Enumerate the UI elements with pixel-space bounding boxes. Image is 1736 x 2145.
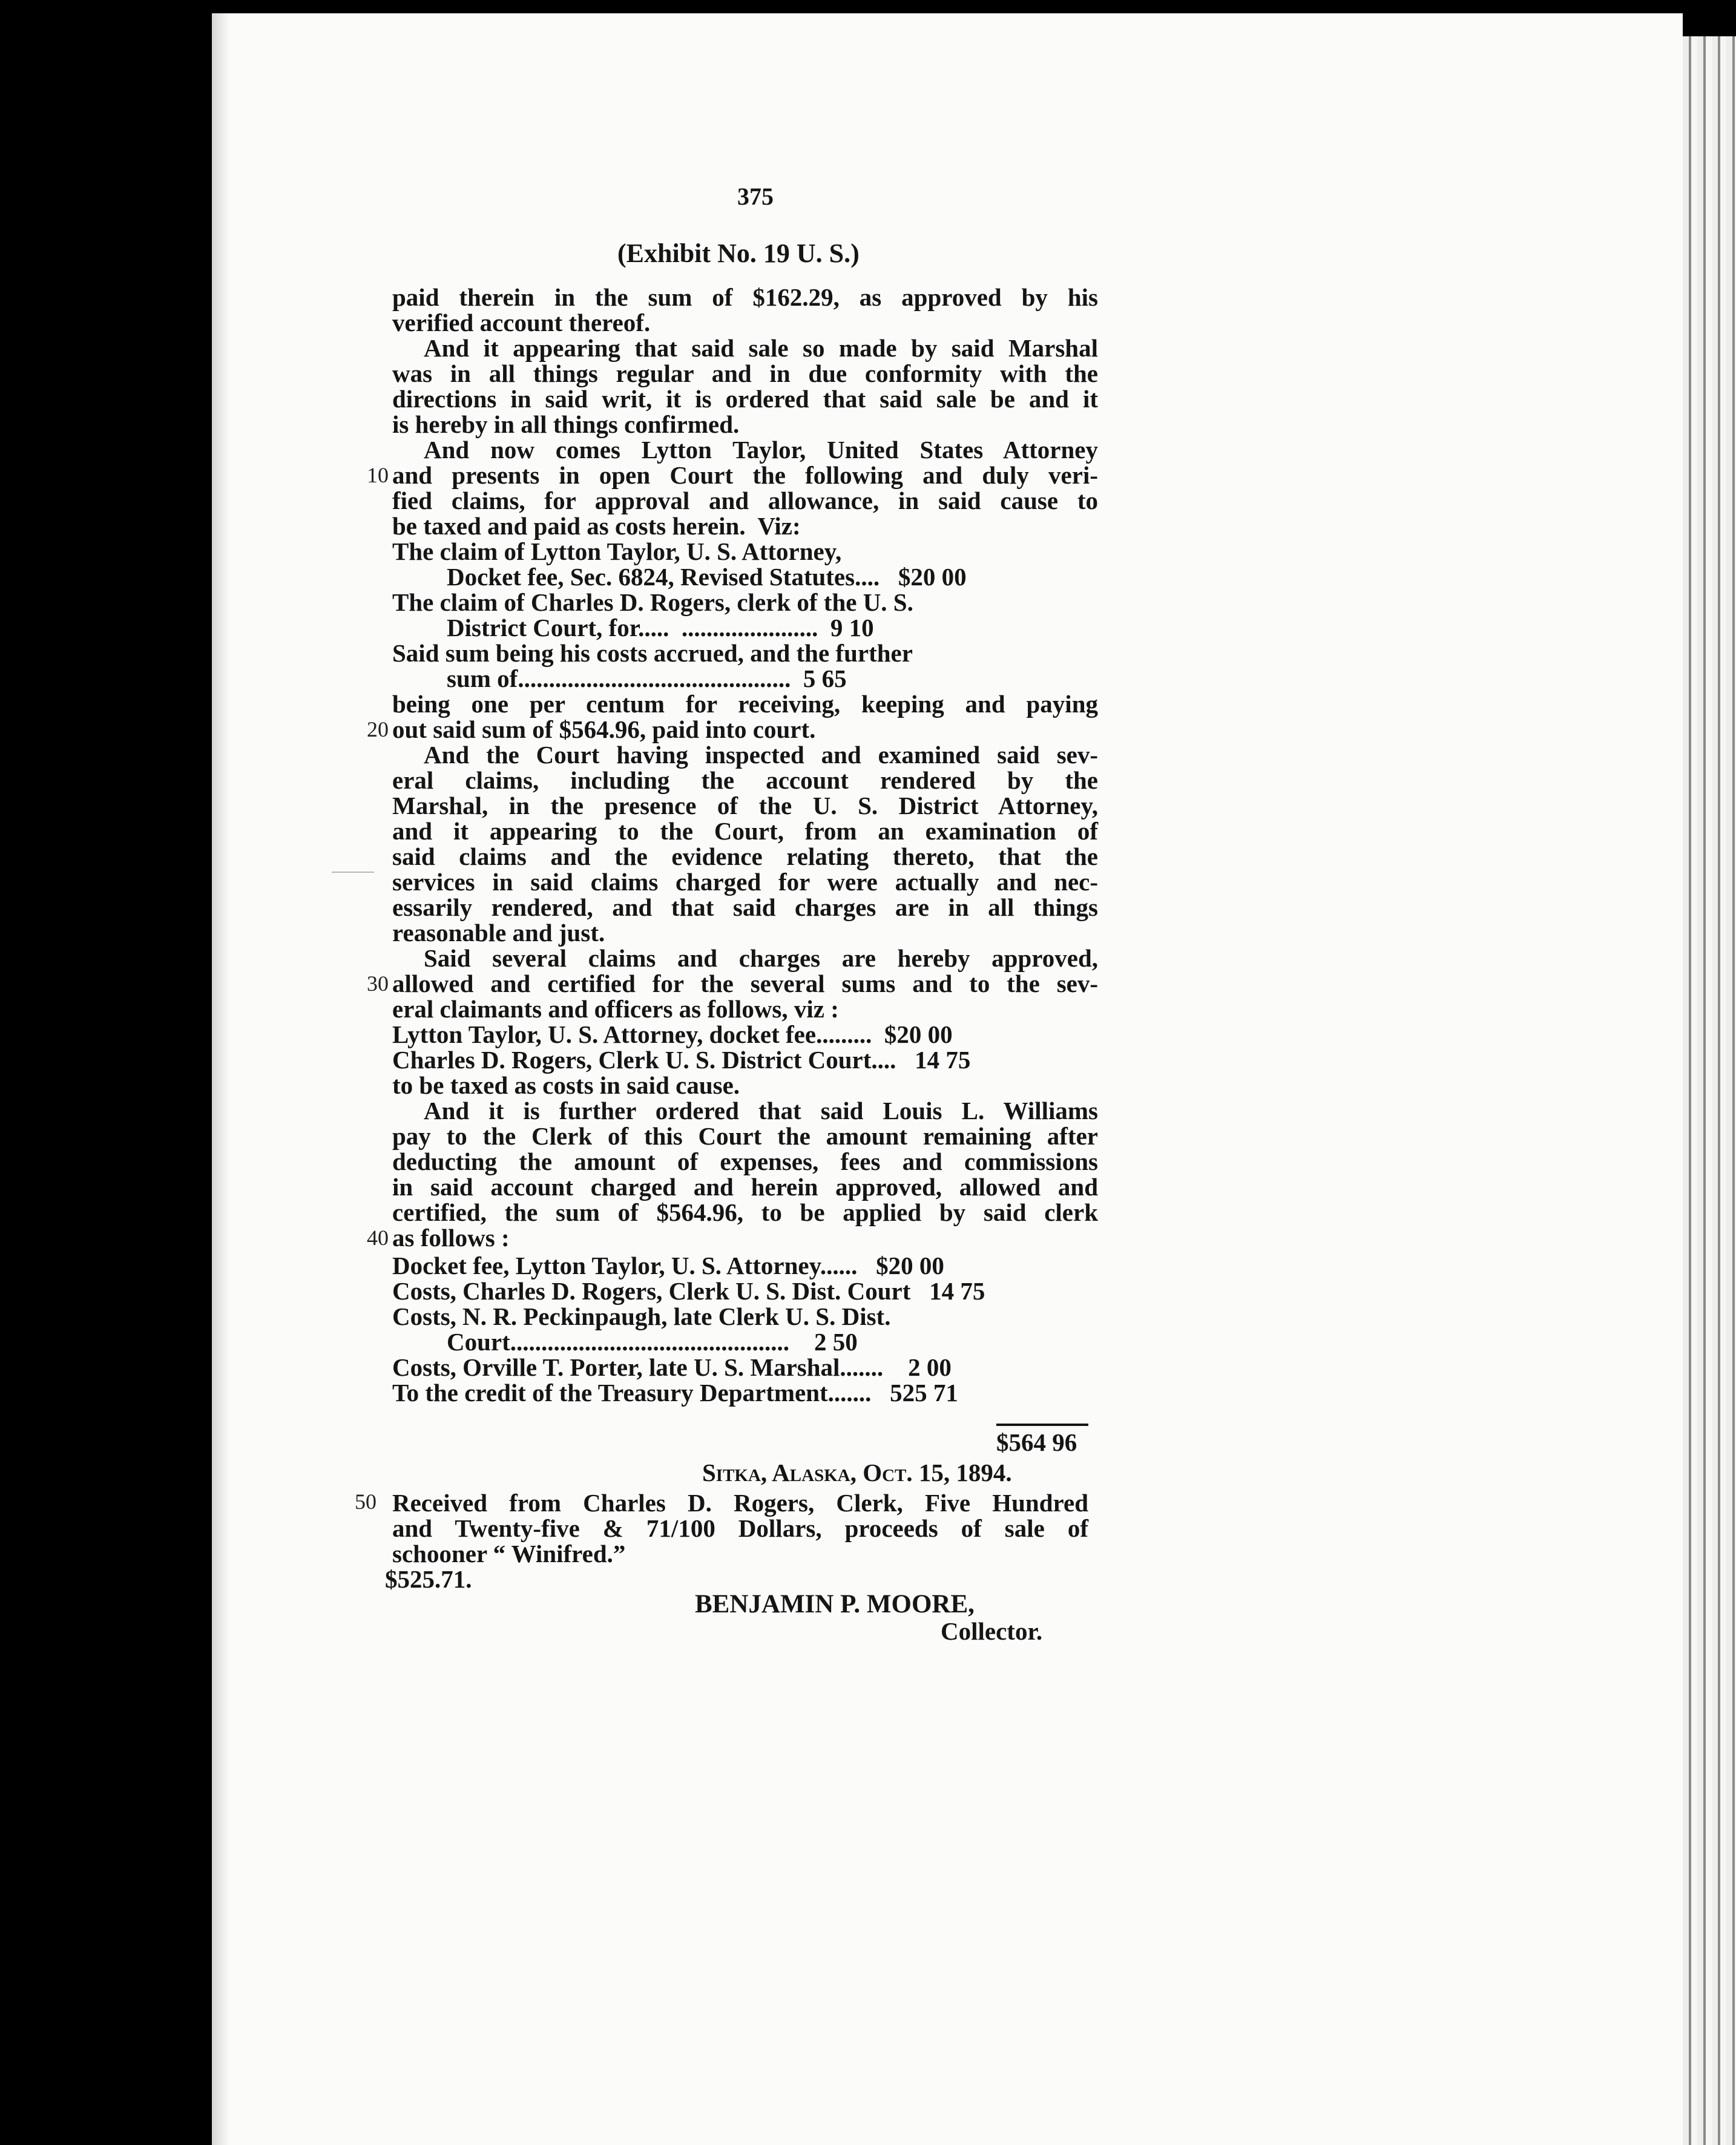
text-line: And it appearing that said sale so made by said Marshal bbox=[424, 334, 1098, 362]
text-line: as follows : bbox=[392, 1224, 510, 1252]
sitka-date-line: Sitka, Alaska, Oct. 15, 1894. bbox=[702, 1459, 1012, 1486]
receipt-line: Received from Charles D. Rogers, Clerk, Five Hundred bbox=[392, 1489, 1088, 1517]
line-number-10: 10 bbox=[367, 463, 389, 487]
text-line: The claim of Lytton Taylor, U. S. Attorney, bbox=[392, 537, 842, 565]
text-line: Marshal, in the presence of the U. S. District Attorney, bbox=[392, 792, 1098, 820]
text-line: directions in said writ, it is ordered that said sale be and it bbox=[392, 385, 1098, 413]
text-line: out said sum of $564.96, paid into court. bbox=[392, 715, 816, 743]
text-line: is hereby in all things confirmed. bbox=[392, 410, 740, 438]
text-line: in said account charged and herein approved, allowed and bbox=[392, 1173, 1098, 1201]
text-line: Costs, N. R. Peckinpaugh, late Clerk U. S. Dist. bbox=[392, 1302, 891, 1330]
text-line: eral claims, including the account rendered by the bbox=[392, 766, 1098, 794]
text-line: certified, the sum of $564.96, to be applied by said clerk bbox=[392, 1198, 1098, 1226]
text-line: deducting the amount of expenses, fees and commissions bbox=[392, 1148, 1098, 1175]
text-line: be taxed and paid as costs herein. Viz: bbox=[392, 512, 801, 540]
line-number-20: 20 bbox=[367, 717, 389, 741]
text-line: District Court, for..... ...................... 9 10 bbox=[447, 614, 874, 642]
text-line: pay to the Clerk of this Court the amount remaining after bbox=[392, 1122, 1098, 1150]
line-number-50: 50 bbox=[355, 1490, 376, 1514]
text-line: To the credit of the Treasury Department....... 525 71 bbox=[392, 1379, 958, 1407]
signature-title: Collector. bbox=[941, 1617, 1043, 1645]
text-line: verified account thereof. bbox=[392, 309, 651, 337]
text-line: sum of............................................ 5 65 bbox=[447, 665, 847, 692]
text-line: Costs, Orville T. Porter, late U. S. Marshal....... 2 00 bbox=[392, 1353, 952, 1381]
text-line: Docket fee, Sec. 6824, Revised Statutes.... $20 00 bbox=[447, 563, 967, 591]
text-line: paid therein in the sum of $162.29, as approved by his bbox=[392, 283, 1098, 311]
text-line: And now comes Lytton Taylor, United States Attorney bbox=[424, 436, 1098, 464]
page-number: 375 bbox=[737, 183, 774, 210]
text-line: Docket fee, Lytton Taylor, U. S. Attorney...... $20 00 bbox=[392, 1252, 944, 1279]
total-amount: $564 96 bbox=[996, 1428, 1077, 1456]
text-line: was in all things regular and in due conformity with the bbox=[392, 360, 1098, 387]
signature-name: BENJAMIN P. MOORE, bbox=[695, 1590, 975, 1618]
line-number-30: 30 bbox=[367, 971, 389, 996]
line-number-40: 40 bbox=[367, 1226, 389, 1250]
text-line: eral claimants and officers as follows, viz : bbox=[392, 995, 839, 1023]
text-line: Court............................................. 2 50 bbox=[447, 1328, 858, 1356]
text-line: and presents in open Court the following and duly veri- bbox=[392, 461, 1098, 489]
text-line: fied claims, for approval and allowance, in said cause to bbox=[392, 487, 1098, 514]
text-line: to be taxed as costs in said cause. bbox=[392, 1071, 740, 1099]
text-line: The claim of Charles D. Rogers, clerk of the U. S. bbox=[392, 588, 913, 616]
receipt-line: schooner “ Winifred.” bbox=[392, 1540, 626, 1568]
text-line: essarily rendered, and that said charges are in all things bbox=[392, 893, 1098, 921]
text-line: allowed and certified for the several sums and to the sev- bbox=[392, 970, 1098, 997]
text-line: being one per centum for receiving, keeping and paying bbox=[392, 690, 1098, 718]
text-line: And the Court having inspected and examined said sev- bbox=[424, 741, 1098, 769]
text-line: And it is further ordered that said Louis L. Williams bbox=[424, 1097, 1098, 1125]
text-line: reasonable and just. bbox=[392, 919, 605, 947]
text-line: Charles D. Rogers, Clerk U. S. District Court.... 14 75 bbox=[392, 1046, 971, 1074]
receipt-amount: $525.71. bbox=[385, 1565, 472, 1593]
receipt-line: and Twenty-five & 71/100 Dollars, proceeds of sale of bbox=[392, 1514, 1088, 1542]
text-line: Lytton Taylor, U. S. Attorney, docket fee......... $20 00 bbox=[392, 1020, 953, 1048]
text-line: said claims and the evidence relating thereto, that the bbox=[392, 843, 1098, 870]
text-line: services in said claims charged for were actually and nec- bbox=[392, 868, 1098, 896]
total-rule bbox=[996, 1424, 1088, 1426]
text-line: Costs, Charles D. Rogers, Clerk U. S. Dist. Court 14 75 bbox=[392, 1277, 985, 1305]
text-line: and it appearing to the Court, from an examination of bbox=[392, 817, 1098, 845]
exhibit-heading: (Exhibit No. 19 U. S.) bbox=[617, 238, 860, 268]
margin-mark bbox=[332, 872, 374, 873]
text-line: Said sum being his costs accrued, and the further bbox=[392, 639, 913, 667]
text-line: Said several claims and charges are hereby approved, bbox=[424, 944, 1098, 972]
